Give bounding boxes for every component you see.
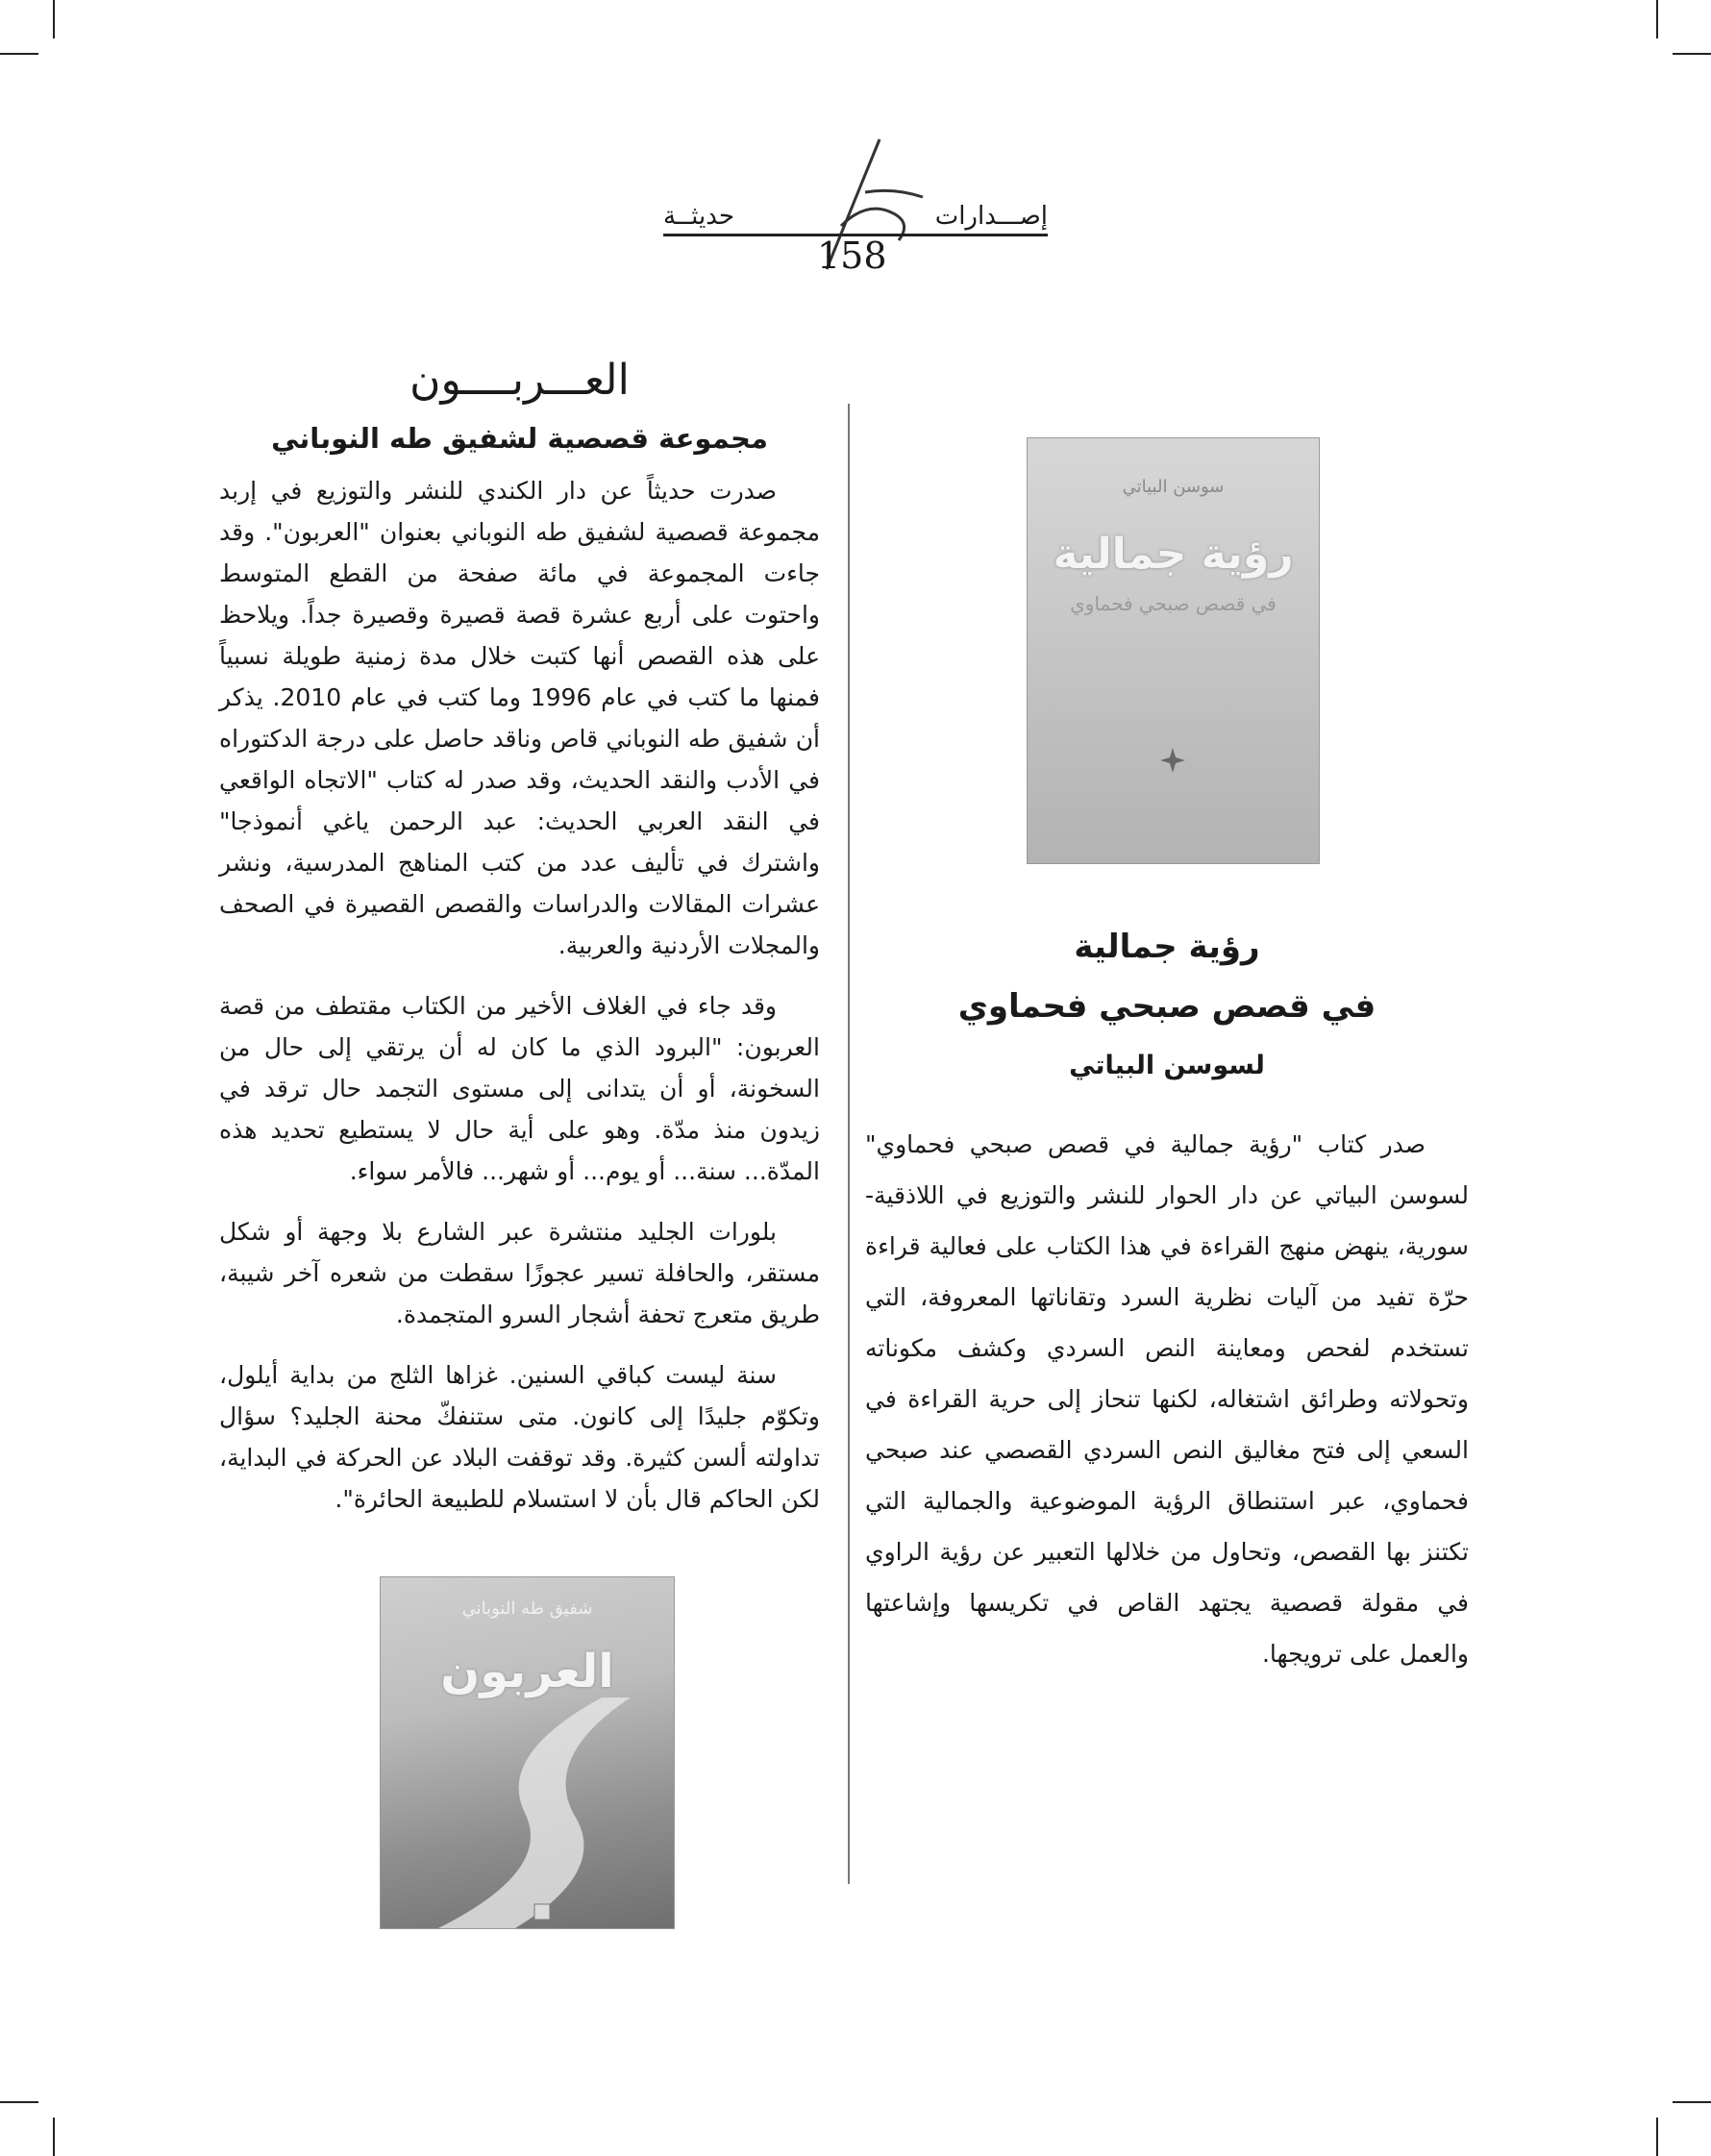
article-subtitle: مجموعة قصصية لشفيق طه النوباني <box>271 422 768 455</box>
road-illustration <box>381 1698 674 1928</box>
book-cover-image <box>1027 437 1320 864</box>
article-author: لسوسن البياتي <box>1069 1051 1265 1080</box>
article-title-line2: في قصص صبحي فحماوي <box>957 987 1376 1026</box>
article-paragraph: وقد جاء في الغلاف الأخير من الكتاب مقتطف من قصة العربون: "البرود الذي ما كان له أن يرتقي إلى حال من السخونة، أو أن يتدانى إلى مستوى التجمد حال ترقد في زيدون منذ مدّة. وهو على أية حال لا يستطيع تحديد هذه المدّة... سنة... أو يوم... أو شهر... فالأمر سواء. <box>219 992 820 1185</box>
crop-mark <box>0 53 38 55</box>
article-paragraph: صدر كتاب "رؤية جمالية في قصص صبحي فحماوي" لسوسن البياتي عن دار الحوار للنشر والتوزيع في اللاذقية- سورية، ينهض منهج القراءة في هذا الكتاب على فعالية قراءة حرّة تفيد من آليات نظرية السرد وتقاناتها المعروفة، التي تستخدم لفحص ومعاينة النص السردي وكشف مكوناته وتحولاته وطرائق اشتغاله، لكنها تنحاز إلى حرية القراءة في السعي إلى فتح مغاليق النص السردي القصصي عند صبحي فحماوي، عبر استنطاق الرؤية الموضوعية والجمالية التي تكتنز بها القصص، وتحاول من خلالها التعبير عن رؤية الراوي في مقولة قصصية يجتهد القاص في تكريسها وإشاعتها والعمل على ترويجها. <box>865 1130 1469 1668</box>
article-paragraph: سنة ليست كباقي السنين. غزاها الثلج من بداية أيلول، وتكوّم جليدًا إلى كانون. متى ستنفكّ محنة الجليد؟ سؤال تداولته ألسن كثيرة. وقد توقفت البلاد عن الحركة في البداية، لكن الحاكم قال بأن لا استسلام للطبيعة الحائرة". <box>219 1361 820 1513</box>
crop-mark <box>53 2118 55 2156</box>
running-header <box>663 135 1048 279</box>
cover-title: العربون <box>440 1645 614 1698</box>
cover-author: شفيق طه النوباني <box>461 1598 593 1619</box>
crop-mark <box>53 0 55 38</box>
crop-mark <box>1656 2118 1658 2156</box>
article-paragraph: بلورات الجليد منتشرة عبر الشارع بلا وجهة أو شكل مستقر، والحافلة تسير عجوزًا سقطت من شعره آخر شيبة، طريق متعرج تحفة أشجار السرو المتجمدة. <box>219 1218 820 1328</box>
subsection-label: حديثــة <box>663 202 734 231</box>
crop-mark <box>1656 0 1658 38</box>
cover-subtitle: في قصص صبحي فحماوي <box>1070 592 1277 615</box>
crop-mark <box>1673 2101 1711 2103</box>
article-paragraph: صدرت حديثاً عن دار الكندي للنشر والتوزيع في إربد مجموعة قصصية لشفيق طه النوباني بعنوان "العربون". وقد جاءت المجموعة في مائة صفحة من القطع المتوسط واحتوت على أربع عشرة قصة قصيرة وقصيرة جداً. ويلاحظ على هذه القصص أنها كتبت خلال مدة زمنية طويلة نسبياً فمنها ما كتب في عام 1996 وما كتب في عام 2010. يذكر أن شفيق طه النوباني قاص وناقد حاصل على درجة الدكتوراه في الأدب والنقد الحديث، وقد صدر له كتاب "الاتجاه الواقعي في النقد العربي الحديث: عبد الرحمن ياغي أنموذجا" واشترك في تأليف عدد من كتب المناهج المدرسية، ونشر عشرات المقالات والدراسات والقصص القصيرة في الصحف والمجلات الأردنية والعربية. <box>219 477 820 959</box>
crop-mark <box>0 2101 38 2103</box>
publisher-logo-icon <box>1158 746 1187 775</box>
cover-title: رؤية جمالية <box>1053 530 1294 579</box>
section-label: إصـــدارات <box>934 202 1048 231</box>
right-article <box>865 928 1469 1679</box>
column-divider <box>848 404 850 1884</box>
page-number: 158 <box>817 235 887 277</box>
book-cover-image <box>380 1576 675 1929</box>
article-title: العـــربــــون <box>409 356 630 405</box>
left-article <box>219 356 820 1539</box>
crop-mark <box>1673 53 1711 55</box>
cover-author: سوسن البياتي <box>1122 477 1225 497</box>
article-title: رؤية جمالية <box>1074 928 1260 966</box>
